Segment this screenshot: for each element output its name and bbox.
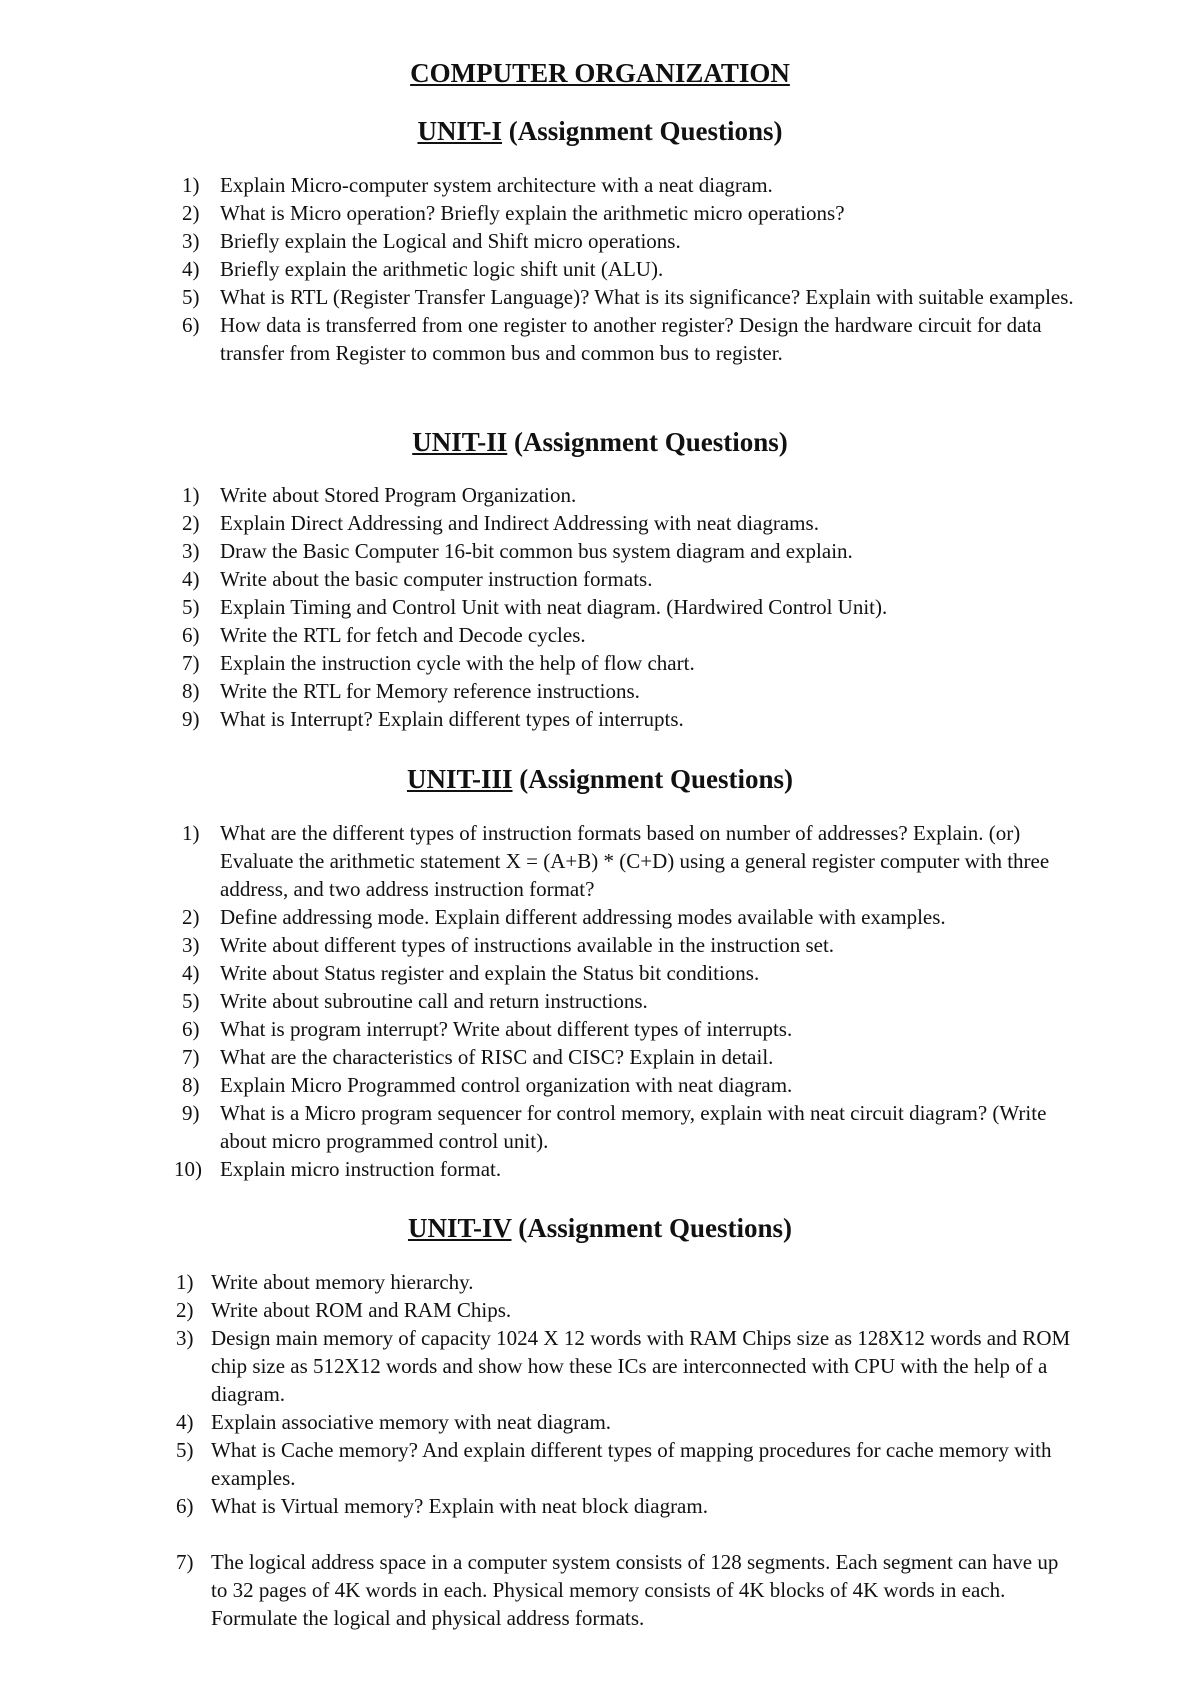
unit-1-question-3 [182, 227, 1082, 255]
unit-4-question-5 [176, 1436, 1076, 1492]
unit-3-question-1 [182, 819, 1082, 903]
unit-2-question-1 [182, 481, 1082, 509]
question-number: 3) [182, 539, 200, 563]
question-text: Write about the basic computer instruction formats. [220, 567, 653, 591]
unit-4-question-1 [176, 1268, 1076, 1296]
question-text: What is Micro operation? Briefly explain the arithmetic micro operations? [220, 201, 845, 225]
question-text: Explain Direct Addressing and Indirect Addressing with neat diagrams. [220, 511, 819, 535]
unit-3-heading [0, 763, 1200, 795]
question-text: What is Cache memory? And explain different types of mapping procedures for cache memory with examples. [211, 1438, 1052, 1490]
unit-2-name: UNIT-II [412, 427, 508, 457]
question-number: 8) [182, 1073, 200, 1097]
question-text: Write the RTL for Memory reference instructions. [220, 679, 640, 703]
unit-1-question-2 [182, 199, 1082, 227]
question-text: What are the different types of instruction formats based on number of addresses? Explain. (or) Evaluate the arithmetic statement X = (A+B) * (C+D) using a general register computer with three address, and two address instruction format? [220, 821, 1050, 901]
question-text: What is a Micro program sequencer for control memory, explain with neat circuit diagram? (Write about micro programmed control unit). [220, 1101, 1047, 1153]
question-number: 7) [182, 651, 200, 675]
question-text: Write about ROM and RAM Chips. [211, 1298, 512, 1322]
unit-4-name: UNIT-IV [407, 1213, 512, 1243]
question-number: 3) [182, 933, 200, 957]
question-number: 2) [182, 905, 200, 929]
question-text: Write about subroutine call and return instructions. [220, 989, 648, 1013]
question-text: Write about memory hierarchy. [211, 1270, 474, 1294]
document-title: COMPUTER ORGANIZATION [410, 58, 790, 88]
question-text: Explain Timing and Control Unit with neat diagram. (Hardwired Control Unit). [220, 595, 888, 619]
unit-2-question-3 [182, 537, 1082, 565]
question-text: The logical address space in a computer system consists of 128 segments. Each segment can have up to 32 pages of 4K words in each. Physical memory consists of 4K blocks of 4K words in each. Formulate the logical and physical address formats. [211, 1550, 1059, 1630]
unit-2-heading [0, 426, 1200, 458]
question-number: 2) [182, 511, 200, 535]
question-text: Write about different types of instructions available in the instruction set. [220, 933, 835, 957]
unit-3-question-7 [182, 1043, 1082, 1071]
question-number: 9) [182, 1101, 200, 1125]
unit-4-question-6 [176, 1492, 1076, 1520]
unit-1-question-1 [182, 171, 1082, 199]
question-number: 5) [182, 285, 200, 309]
question-number: 3) [176, 1326, 194, 1350]
unit-3-name: UNIT-III [406, 764, 513, 794]
question-number: 6) [182, 1017, 200, 1041]
unit-4-question-4 [176, 1408, 1076, 1436]
question-number: 5) [182, 989, 200, 1013]
question-text: Design main memory of capacity 1024 X 12 words with RAM Chips size as 128X12 words and ROM chip size as 512X12 words and show how these ICs are interconnected with CPU with the help of a diagram. [211, 1326, 1071, 1406]
unit-4-question-2 [176, 1296, 1076, 1324]
unit-2-question-4 [182, 565, 1082, 593]
unit-1-question-list [182, 171, 1082, 367]
question-text: Write the RTL for fetch and Decode cycles. [220, 623, 586, 647]
unit-2-question-8 [182, 677, 1082, 705]
question-number: 1) [182, 821, 200, 845]
question-text: Draw the Basic Computer 16-bit common bus system diagram and explain. [220, 539, 853, 563]
question-text: Briefly explain the Logical and Shift micro operations. [220, 229, 681, 253]
unit-1-question-5 [182, 283, 1082, 311]
question-number: 2) [176, 1298, 194, 1322]
unit-3-question-5 [182, 987, 1082, 1015]
unit-4-question-7 [176, 1548, 1076, 1632]
question-number: 6) [182, 623, 200, 647]
question-number: 5) [182, 595, 200, 619]
question-number: 4) [182, 961, 200, 985]
unit-3-question-6 [182, 1015, 1082, 1043]
question-number: 4) [182, 567, 200, 591]
question-number: 1) [176, 1270, 194, 1294]
question-number: 10) [174, 1157, 202, 1181]
question-text: Write about Stored Program Organization. [220, 483, 577, 507]
question-number: 6) [176, 1494, 194, 1518]
unit-4-suffix: (Assignment Questions) [511, 1213, 793, 1243]
unit-1-question-4 [182, 255, 1082, 283]
question-text: What is Interrupt? Explain different types of interrupts. [220, 707, 684, 731]
question-text: How data is transferred from one register to another register? Design the hardware circuit for data transfer from Register to common bus and common bus to register. [220, 313, 1042, 365]
unit-2-question-5 [182, 593, 1082, 621]
unit-4-heading [0, 1212, 1200, 1244]
unit-2-question-list [182, 481, 1082, 733]
question-number: 1) [182, 483, 200, 507]
question-number: 7) [176, 1550, 194, 1574]
unit-2-question-7 [182, 649, 1082, 677]
question-number: 2) [182, 201, 200, 225]
unit-1-name: UNIT-I [417, 116, 502, 146]
question-text: Briefly explain the arithmetic logic shift unit (ALU). [220, 257, 664, 281]
unit-3-question-2 [182, 903, 1082, 931]
question-text: What is Virtual memory? Explain with neat block diagram. [211, 1494, 708, 1518]
unit-3-question-list [174, 819, 1082, 1183]
question-text: What is program interrupt? Write about different types of interrupts. [220, 1017, 793, 1041]
unit-2-question-9 [182, 705, 1082, 733]
unit-1-suffix: (Assignment Questions) [502, 116, 783, 146]
unit-1-heading [0, 115, 1200, 147]
question-text: Explain Micro Programmed control organization with neat diagram. [220, 1073, 793, 1097]
question-number: 3) [182, 229, 200, 253]
question-number: 6) [182, 313, 200, 337]
unit-2-question-6 [182, 621, 1082, 649]
unit-4-question-list [176, 1268, 1076, 1632]
question-number: 1) [182, 173, 200, 197]
question-text: What are the characteristics of RISC and CISC? Explain in detail. [220, 1045, 774, 1069]
question-text: Explain associative memory with neat diagram. [211, 1410, 612, 1434]
question-number: 8) [182, 679, 200, 703]
unit-3-question-4 [182, 959, 1082, 987]
question-text: Explain micro instruction format. [220, 1157, 502, 1181]
question-number: 4) [182, 257, 200, 281]
question-number: 5) [176, 1438, 194, 1462]
unit-3-question-3 [182, 931, 1082, 959]
question-text: What is RTL (Register Transfer Language)? What is its significance? Explain with suitable examples. [220, 285, 1074, 309]
unit-3-suffix: (Assignment Questions) [512, 764, 794, 794]
question-text: Write about Status register and explain the Status bit conditions. [220, 961, 760, 985]
unit-3-question-9 [182, 1099, 1082, 1155]
question-text: Explain the instruction cycle with the help of flow chart. [220, 651, 695, 675]
unit-2-question-2 [182, 509, 1082, 537]
question-number: 9) [182, 707, 200, 731]
unit-2-suffix: (Assignment Questions) [507, 427, 788, 457]
unit-1-question-6 [182, 311, 1082, 367]
unit-3-question-8 [182, 1071, 1082, 1099]
unit-3-question-10 [174, 1155, 1082, 1183]
question-text: Define addressing mode. Explain different addressing modes available with examples. [220, 905, 946, 929]
unit-4-question-3 [176, 1324, 1076, 1408]
question-number: 7) [182, 1045, 200, 1069]
question-number: 4) [176, 1410, 194, 1434]
question-text: Explain Micro-computer system architecture with a neat diagram. [220, 173, 773, 197]
